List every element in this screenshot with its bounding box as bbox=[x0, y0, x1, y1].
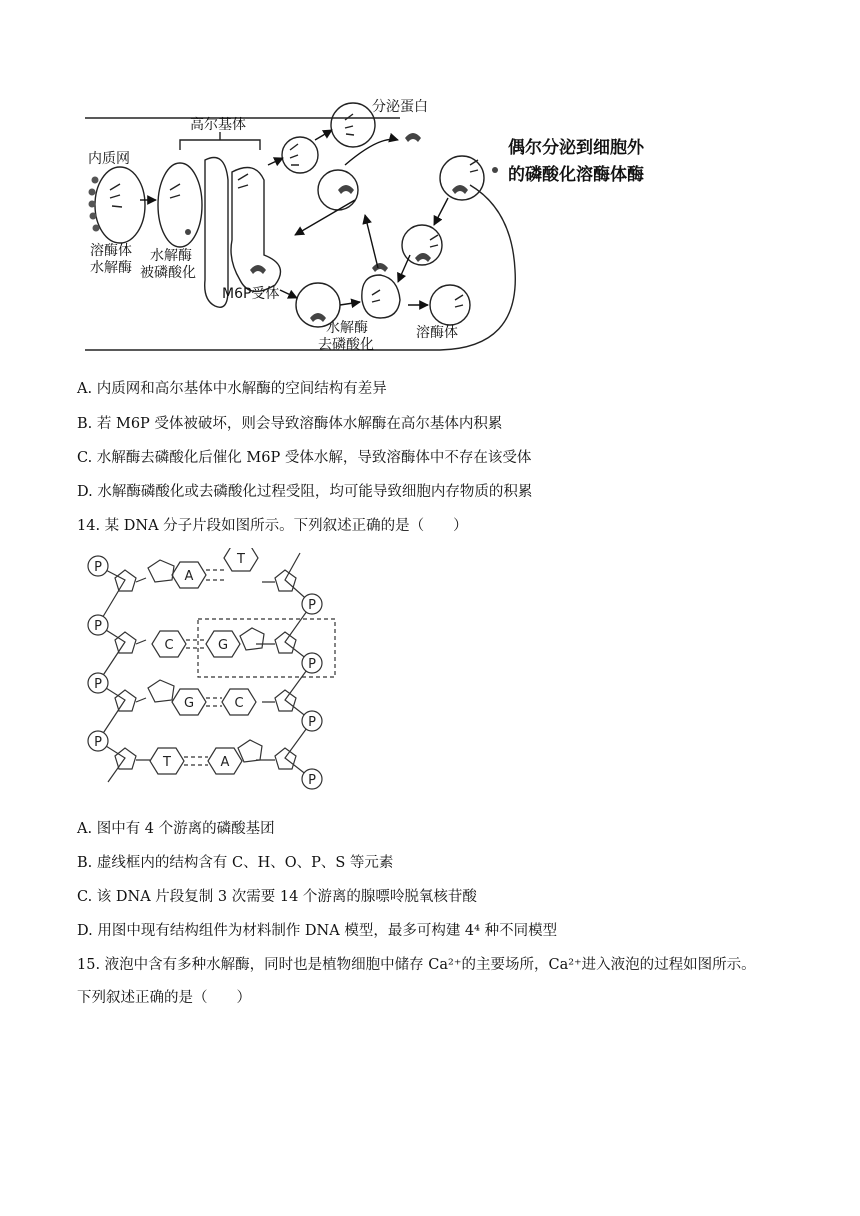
base-left-2: C bbox=[164, 638, 174, 653]
golgi-label: 高尔基体 bbox=[190, 117, 246, 133]
phosphate-label: P bbox=[94, 619, 102, 634]
q13-option-a: A. 内质网和高尔基体中水解酶的空间结构有差异 bbox=[77, 381, 387, 397]
dephosphorylated-label-2: 去磷酸化 bbox=[318, 337, 374, 353]
q15-stem-line1: 15. 液泡中含有多种水解酶，同时也是植物细胞中储存 Ca²⁺的主要场所，Ca²⁺进入液泡的过程如图所示。 bbox=[77, 957, 756, 973]
base-right-1: T bbox=[237, 552, 245, 567]
phosphorylated-label-1: 水解酶 bbox=[150, 248, 192, 264]
phosphorylated-label-2: 被磷酸化 bbox=[140, 265, 196, 281]
secreted-protein-label: 分泌蛋白 bbox=[372, 99, 428, 115]
lysosome-enzyme-label-1: 溶酶体 bbox=[90, 243, 132, 259]
phosphate-label: P bbox=[308, 715, 316, 730]
phosphate-label: P bbox=[94, 560, 102, 575]
m6p-receptor-label: M6P受体 bbox=[222, 286, 280, 302]
q13-option-d: D. 水解酶磷酸化或去磷酸化过程受阻，均可能导致细胞内存物质的积累 bbox=[77, 484, 533, 500]
phosphate-label: P bbox=[308, 598, 316, 613]
q14-option-c: C. 该 DNA 片段复制 3 次需要 14 个游离的腺嘌呤脱氧核苷酸 bbox=[77, 889, 477, 905]
phosphate-label: P bbox=[94, 677, 102, 692]
base-left-3: G bbox=[183, 696, 195, 711]
lysosome-label: 溶酶体 bbox=[416, 325, 458, 341]
q13-option-b: B. 若 M6P 受体被破坏，则会导致溶酶体水解酶在高尔基体内积累 bbox=[77, 416, 503, 432]
occasional-secretion-label-2: 的磷酸化溶酶体酶 bbox=[508, 165, 644, 185]
er-label: 内质网 bbox=[88, 151, 130, 167]
phosphate-label: P bbox=[308, 773, 316, 788]
q15-stem-line2: 下列叙述正确的是（ ） bbox=[77, 990, 251, 1006]
phosphate-label: P bbox=[308, 657, 316, 672]
lysosome-enzyme-label-2: 水解酶 bbox=[90, 260, 132, 276]
phosphate-label: P bbox=[94, 735, 102, 750]
base-left-1: A bbox=[184, 569, 194, 584]
dna-fragment-diagram bbox=[80, 548, 345, 796]
q14-stem: 14. 某 DNA 分子片段如图所示。下列叙述正确的是（ ） bbox=[77, 518, 468, 534]
q14-option-a: A. 图中有 4 个游离的磷酸基团 bbox=[77, 821, 275, 837]
q13-option-c: C. 水解酶去磷酸化后催化 M6P 受体水解，导致溶酶体中不存在该受体 bbox=[77, 450, 532, 466]
occasional-secretion-label-1: 偶尔分泌到细胞外 bbox=[508, 138, 644, 158]
q14-option-d: D. 用图中现有结构组件为材料制作 DNA 模型，最多可构建 4⁴ 种不同模型 bbox=[77, 923, 558, 939]
base-right-4: A bbox=[220, 755, 230, 770]
lysosome-pathway-diagram bbox=[80, 95, 700, 360]
base-left-4: T bbox=[163, 755, 171, 770]
base-right-2: G bbox=[217, 638, 229, 653]
base-right-3: C bbox=[234, 696, 244, 711]
q14-option-b: B. 虚线框内的结构含有 C、H、O、P、S 等元素 bbox=[77, 855, 394, 871]
dephosphorylated-label-1: 水解酶 bbox=[326, 320, 368, 336]
